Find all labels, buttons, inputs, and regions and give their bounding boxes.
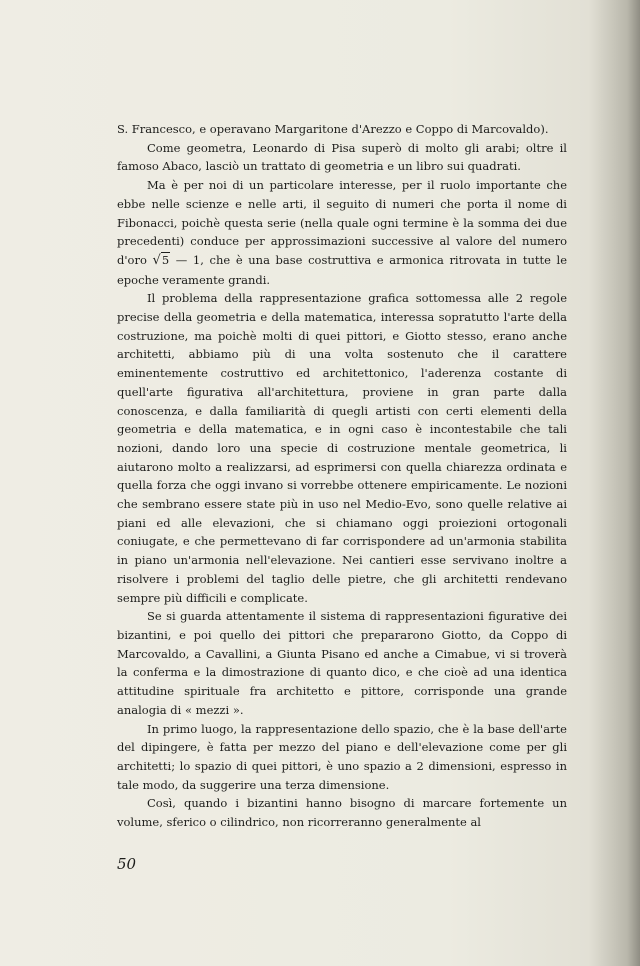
paragraph-3-text-after: , che è una base costruttiva e armonica ritrovata in tutte le epoche veramente grandi. <box>117 252 568 287</box>
paragraph-6: In primo luogo, la rappresentazione dello spazio, che è la base dell'arte del dipingere, è fatta per mezzo del piano e dell'elevazione come per gli architetti; lo spazio di quei pittori, è uno spazio a 2 dimensioni, espresso in tale modo, da suggerire una terza dimensione. <box>117 721 567 792</box>
page-number: 50 <box>117 855 137 873</box>
formula-one: 1 <box>192 252 201 267</box>
paragraph-1: S. Francesco, e operavano Margaritone d'Arezzo e Coppo di Marcovaldo). <box>117 122 549 136</box>
golden-ratio-formula <box>153 253 201 267</box>
radicand: 5 <box>161 252 170 267</box>
paragraph-2: Come geometra, Leonardo di Pisa superò di molto gli arabi; oltre il famoso Abaco, lasciò un trattato di geometria e un libro sui quadrati. <box>117 140 567 174</box>
paragraph-5: Se si guarda attentamente il sistema di rappresentazioni figurative dei bizantini, e poi quello dei pittori che prepararono Giotto, da Coppo di Marcovaldo, a Cavallini, a Giunta Pisano ed anche a Cimabue, vi si troverà la conferma e la dimostrazione di quanto dico, e che cioè ad una identica attitudine spirituale fra architetto e pittore, corrisponde una grande analogia di « mezzi ». <box>117 609 567 717</box>
body-text <box>117 120 567 832</box>
paragraph-3-text-before: Ma è per noi di un particolare interesse, per il ruolo importante che ebbe nelle scienze e nelle arti, il seguito di numeri che porta il nome di Fibonacci, poichè questa serie (nella quale ogni termine è la somma dei due precedenti) conduce per approssimazioni successive al valore del numero d'oro <box>117 178 567 267</box>
square-root-sign: √ <box>152 252 161 268</box>
paragraph-3 <box>117 176 567 289</box>
paragraph-7: Così, quando i bizantini hanno bisogno di marcare fortemente un volume, sferico o cilindrico, non ricorreranno generalmente al <box>117 796 567 830</box>
paragraph-4: Il problema della rappresentazione grafica sottomessa alle 2 regole precise della geometria e della matematica, interessa sopratutto l'arte della costruzione, ma poichè molti di quei pittori, e Giotto stesso, erano anche architetti, abbiamo più di una volta sostenuto che il carattere eminentemente costruttivo ed architettonico, l'aderenza costante di quell'arte figurativa all'architettura, proviene in gran parte dalla conoscenza, e dalla familiarità di quegli artisti con certi elementi della geometria e della matematica, e in ogni caso è incontestabile che tali nozioni, dando loro una specie di costruzione mentale geometrica, li aiutarono molto a realizzarsi, ad esprimersi con quella chiarezza ordinata e quella forza che oggi invano si vorrebbe ottenere empiricamente. Le nozioni che sembrano essere state più in uso nel Medio-Evo, sono quelle relative ai piani ed alle elevazioni, che si chiamano oggi proiezioni ortogonali coniugate, e che permettevano di far corrispondere ad un'armonia stabilita in piano un'armonia nell'elevazione. Nei cantieri esse servivano inoltre a risolvere i problemi del taglio delle pietre, che gli architetti rendevano sempre più difficili e complicate. <box>117 291 567 605</box>
minus-sign: — <box>175 252 188 267</box>
